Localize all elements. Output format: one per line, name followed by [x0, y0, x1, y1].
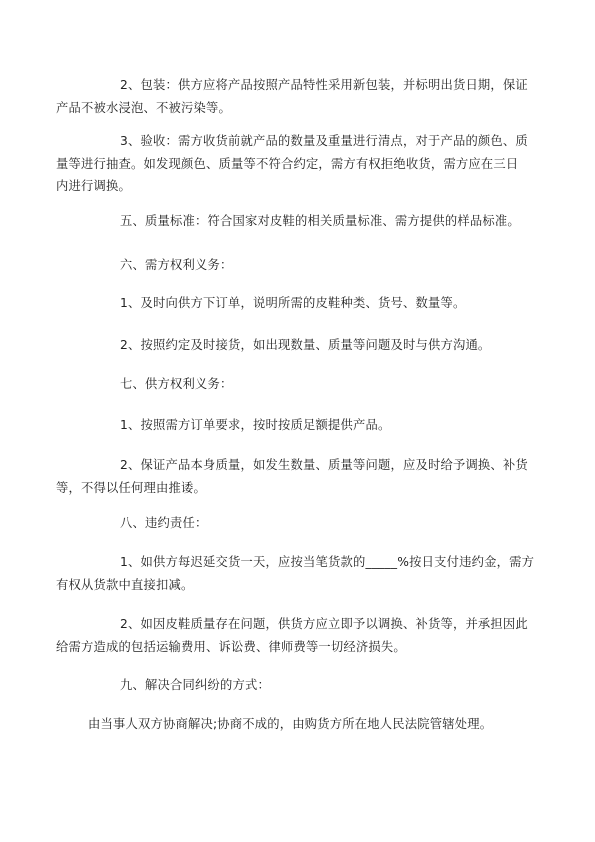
text-line: 内进行调换。 [56, 179, 131, 193]
section-heading-dispute [88, 674, 520, 697]
text-line: 产品不被水浸泡、不被污染等。 [56, 100, 231, 115]
text-line: 2、如因皮鞋质量存在问题，供货方应立即予以调换、补货等，并承担因此 [120, 617, 528, 631]
paragraph-liability-item-2 [56, 613, 528, 658]
paragraph-supplier-item-1 [88, 414, 520, 437]
section-heading-liability [88, 512, 520, 535]
paragraph-acceptance [56, 130, 528, 198]
text-line: 3、验收：需方收货前就产品的数量及重量进行清点，对于产品的颜色、质 [120, 134, 528, 148]
section-heading-buyer-rights [88, 254, 520, 277]
text-line: 由当事人双方协商解决;协商不成的，由购货方所在地人民法院管辖处理。 [88, 717, 493, 731]
paragraph-buyer-item-2 [88, 334, 520, 357]
text-line: 给需方造成的包括运输费用、诉讼费、律师费等一切经济损失。 [56, 639, 406, 654]
text-line: 2、按照约定及时接货，如出现数量、质量等问题及时与供方沟通。 [120, 338, 491, 352]
text-line: 2、保证产品本身质量，如发生数量、质量等问题，应及时给予调换、补货 [120, 458, 528, 472]
text-line: 八、违约责任： [120, 516, 208, 530]
text-line: 1、及时向供方下订单，说明所需的皮鞋种类、货号、数量等。 [120, 296, 466, 310]
paragraph-packaging [56, 74, 528, 119]
text-line: 七、供方权利义务： [120, 377, 233, 391]
section-quality-standard [88, 210, 520, 233]
text-line: 2、包装：供方应将产品按照产品特性采用新包装，并标明出货日期，保证 [120, 78, 528, 92]
section-heading-supplier-rights [88, 373, 520, 396]
paragraph-dispute-resolution [88, 713, 520, 736]
text-line: 1、按照需方订单要求，按时按质足额提供产品。 [120, 418, 391, 432]
paragraph-buyer-item-1 [88, 292, 520, 315]
text-line: 量等进行抽查。如发现颜色、质量等不符合约定，需方有权拒绝收货，需方应在三日 [56, 156, 519, 171]
text-line: 五、质量标准：符合国家对皮鞋的相关质量标准、需方提供的样品标准。 [120, 214, 520, 228]
text-line: 1、如供方每迟延交货一天，应按当笔货款的_____%按日支付违约金，需方 [120, 555, 535, 569]
text-line: 六、需方权利义务： [120, 258, 233, 272]
text-line: 等，不得以任何理由推诿。 [56, 480, 206, 495]
paragraph-supplier-item-2 [56, 454, 528, 499]
text-line: 有权从货款中直接扣减。 [56, 577, 194, 592]
paragraph-liability-item-1 [56, 551, 535, 596]
text-line: 九、解决合同纠纷的方式： [120, 678, 270, 692]
